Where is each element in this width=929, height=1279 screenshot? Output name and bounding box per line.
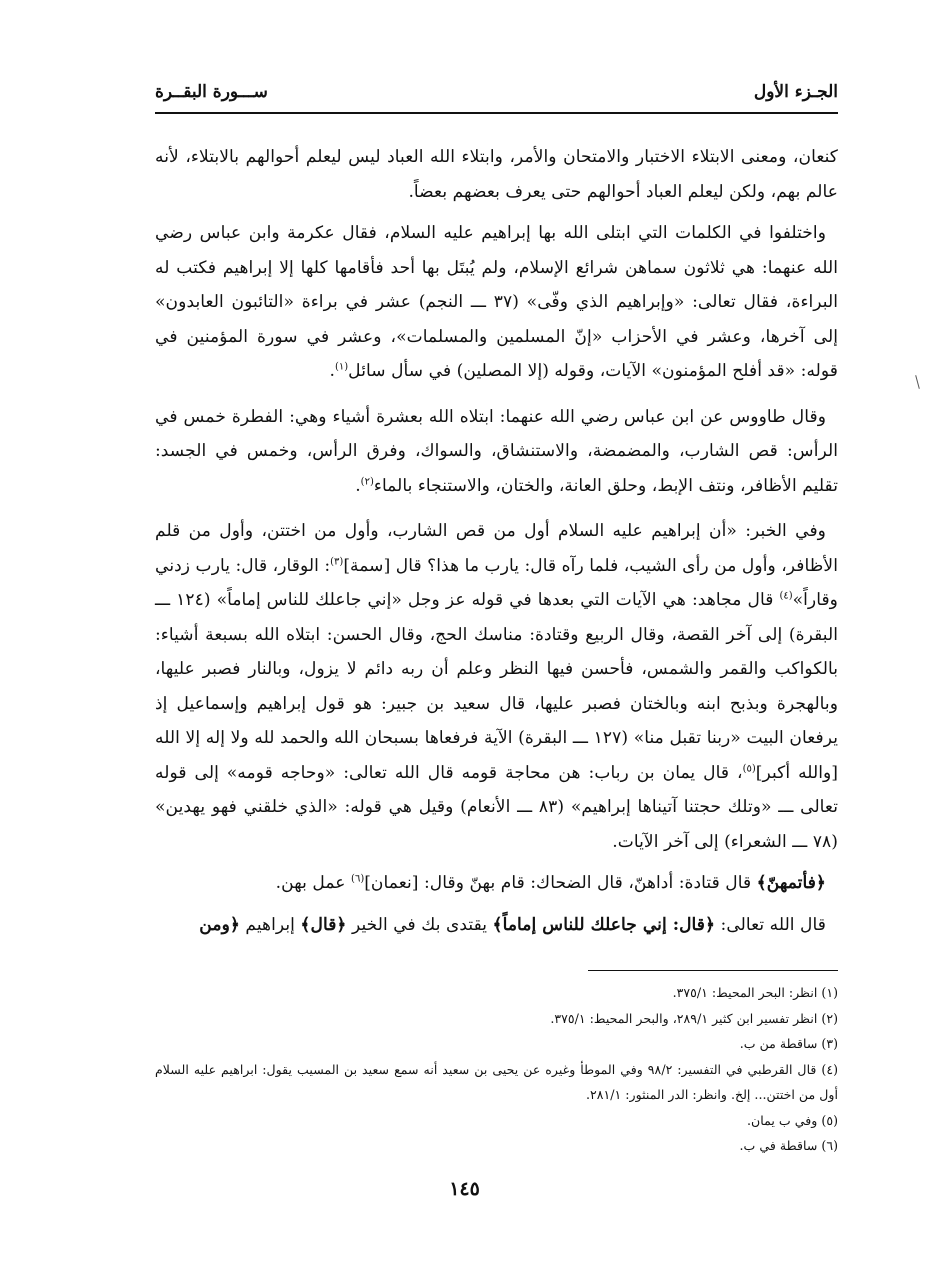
footnote-divider — [588, 970, 838, 971]
quran-quote: ﴿ومن — [199, 914, 240, 935]
quran-quote: ﴿قال﴾ — [300, 914, 347, 935]
main-text — [155, 140, 838, 949]
paragraph-2: واختلفوا في الكلمات التي ابتلى الله بها إبراهيم عليه السلام، فقال عكرمة وابن عباس رضي الله عنهما: هي ثلاثون سماهن شرائع الإسلام، ولم يُبتَل بها أحد فأقامها كلها إلا إبراهيم فكتب له البراءة، فقال تعالى: «وإبراهيم الذي وفّى» (٣٧ ـــ النجم) عشر في براءة «التائبون العابدون» إلى آخرها، وعشر في الأحزاب «إنّ المسلمين والمسلمات»، وعشر في سورة المؤمنين في قوله: «قد أفلح المؤمنون» الآيات، وقوله (إلا المصلين) في سأل سائل$^{(١)}$. — [155, 223, 838, 381]
footnote-ref-1[interactable]: (١) — [334, 361, 349, 373]
footnote-4: (٤) قال القرطبي في التفسير: ٩٨/٢ وفي الموطأ وغيره عن يحيى بن سعيد أنه سمع سعيد بن المسيب يقول: ابراهيم عليه السلام أول من اختتن... إلخ. وانظر: الدر المنثور: ٢٨١/١. — [155, 1061, 838, 1102]
paragraph-1: كنعان، ومعنى الابتلاء الاختبار والامتحان والأمر، وابتلاء الله العباد ليس ليعلم أحوالهم بالابتلاء، لأنه عالم بهم، ولكن ليعلم العباد أحوالهم حتى يعرف بعضهم بعضاً. — [155, 147, 838, 202]
footnote-2: (٢) انظر تفسير ابن كثير ٢٨٩/١، والبحر المحيط: ٣٧٥/١. — [550, 1010, 838, 1026]
footnote-5: (٥) وفي ب يمان. — [747, 1112, 838, 1128]
surah-label: ســـورة البقــرة — [155, 82, 268, 102]
running-header — [155, 76, 838, 114]
footnote-ref-5[interactable]: (٥) — [742, 762, 756, 774]
footnote-1: (١) انظر: البحر المحيط: ٣٧٥/١. — [672, 985, 838, 1000]
footnotes-section — [155, 980, 838, 1159]
quran-quote: ﴿فأتمهنّ﴾ — [756, 873, 826, 893]
footnote-ref-3[interactable]: (٣) — [330, 555, 344, 567]
footnote-ref-4[interactable]: (٤) — [779, 590, 793, 602]
margin-mark — [915, 375, 920, 389]
footnote-ref-2[interactable]: (٢) — [360, 475, 374, 487]
verse-paragraph-1: ﴿فأتمهنّ﴾ قال قتادة: أداهنّ، قال الضحاك: قام بهنّ وقال: [نعمان]$^{(٦)}$ عمل بهن. — [275, 873, 826, 893]
paragraph-4: وفي الخبر: «أن إبراهيم عليه السلام أول من قص الشارب، وأول من اختتن، وأول من قلم الأظافر، وأول من رأى الشيب، فلما رآه قال: يارب ما هذا؟ قال [سمة]$^{(٣)}$: الوقار، قال: يارب زدني وقاراً»$^{(٤)}$ قال مجاهد: هي الآيات التي بعدها في قوله عز وجل «إني جاعلك للناس إماماً» (١٢٤ ـــ البقرة) إلى آخر القصة، وقال الربيع وقتادة: مناسك الحج، وقال الحسن: ابتلاه الله بسبعة أشياء: بالكواكب والقمر والشمس، فأحسن فيها النظر وعلم أن ربه دائم لا يزول، وبالنار فصبر عليها، وبالهجرة وبذبح ابنه وبالختان فصبر عليها، قال سعيد بن جبير: هو قول إبراهيم وإسماعيل إذ يرفعان البيت «ربنا تقبل منا» (١٢٧ ـــ البقرة) الآية فرفعاها بسبحان الله والحمد لله ولا إله إلا الله [والله أكبر]$^{(٥)}$، قال يمان بن رباب: هن محاجة قومه قال الله تعالى: «وحاجه قومه» إلى قوله تعالى ـــ «وتلك حجتنا آتيناها إبراهيم» (٨٣ ـــ الأنعام) وقيل هي قوله: «الذي خلقني فهو يهدين» (٧٨ ـــ الشعراء) إلى آخر الآيات. — [155, 521, 838, 852]
footnote-6: (٦) ساقطة في ب. — [739, 1138, 838, 1153]
footnote-ref-6[interactable]: (٦) — [351, 873, 365, 885]
footnote-3: (٣) ساقطة من ب. — [739, 1036, 838, 1051]
paragraph-3: وقال طاووس عن ابن عباس رضي الله عنهما: ابتلاه الله بعشرة أشياء وهي: الفطرة خمس في الرأس: قص الشارب، والمضمضة، والاستنشاق، والسواك، وفرق الرأس، وخمس في الجسد: تقليم الأظافر، ونتف الإبط، وحلق العانة، والختان، والاستنجاء بالماء$^{(٢)}$. — [155, 406, 838, 496]
verse-paragraph-2: قال الله تعالى: ﴿قال: إني جاعلك للناس إماماً﴾ يقتدى بك في الخير ﴿قال﴾ إبراهيم ﴿ومن — [199, 914, 826, 935]
volume-label: الجـزء الأول — [753, 82, 838, 102]
page-number: ١٤٥ — [449, 1178, 480, 1200]
quran-quote: ﴿قال: إني جاعلك للناس إماماً﴾ — [492, 914, 716, 935]
